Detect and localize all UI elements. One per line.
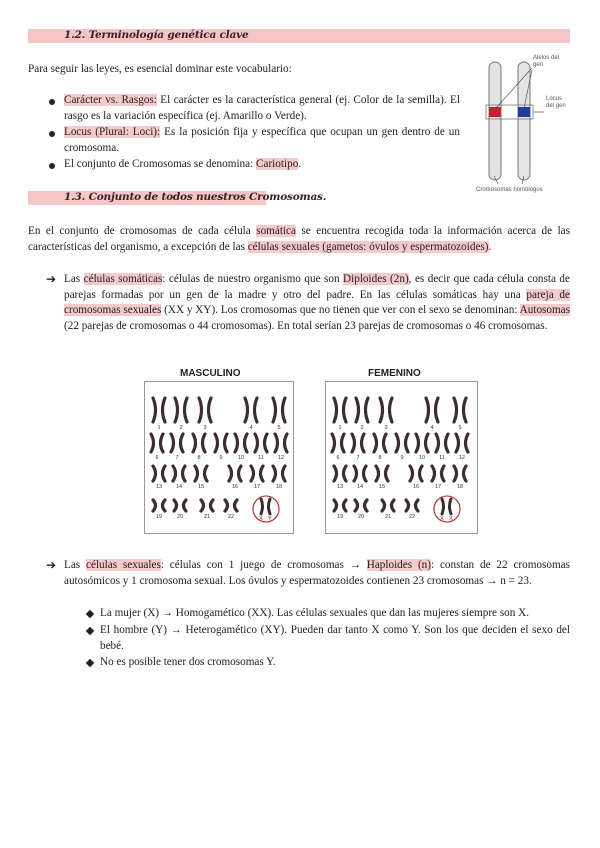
chromosome-pair — [235, 434, 247, 461]
chromosome — [193, 434, 196, 452]
chromosome — [386, 466, 389, 481]
chromosome-number: 2 — [360, 425, 364, 431]
chromosome-pair — [273, 398, 285, 431]
chromosome — [275, 434, 278, 452]
chromosome-pair — [396, 434, 408, 461]
chromosome — [245, 434, 248, 452]
chromosome-pair — [382, 500, 394, 520]
arrow-bullet: ➔ — [46, 272, 57, 286]
chromosome — [153, 500, 156, 511]
chromosome-number: 8 — [197, 455, 201, 461]
chromosome — [432, 466, 435, 481]
chromosome — [466, 434, 469, 452]
chromosome — [215, 434, 218, 452]
diamond-bullet — [86, 610, 94, 618]
sex-chromosomes — [434, 496, 460, 522]
chromosome-number: 9 — [219, 455, 223, 461]
somatic-cells-paragraph: Las células somáticas: células de nuestro organismo que son Diploides (2n), es decir que cada célula consta de parejas formadas por un gen de la madre y otro del padre. En las células somáticas hay una pareja de cromosomas sexuales (XX y XY). Los cromosomas que no tienen que ver con el sexo se denominan: Autosomas (22 parejas de cromosomas o 44 cromosomas). En total serían 23 parejas de cromosomas o 46 cromosomas. — [64, 273, 570, 332]
chromosome — [163, 500, 166, 511]
chromosome — [365, 500, 368, 511]
chromosome — [382, 500, 385, 511]
diamond-bullet — [86, 627, 94, 635]
chromosome-number: 3 — [384, 425, 388, 431]
chromosome — [195, 466, 198, 481]
label-locus: Locus del gen — [546, 96, 566, 109]
chromosome-pair — [245, 398, 257, 431]
chromosome-number: 15 — [378, 484, 386, 490]
chromosome-pair — [352, 434, 364, 461]
chromosome — [151, 434, 154, 452]
vocab-item-cariotipo: El conjunto de Cromosomas se denomina: Cariotipo. — [64, 158, 302, 170]
chromosome-number: 21 — [384, 514, 392, 520]
chromosome — [175, 398, 178, 422]
chromosome-number: 10 — [237, 455, 245, 461]
chromosome-number: 21 — [203, 514, 211, 520]
chromosome-pair — [426, 398, 438, 431]
chromosome — [211, 500, 214, 511]
chromosome — [185, 398, 188, 422]
chromosome — [406, 434, 409, 452]
chromosome-pair — [410, 466, 422, 490]
chromosome-number: 8 — [378, 455, 382, 461]
chromosome-pair — [334, 466, 346, 490]
label-alelos: Alelos del gen — [533, 55, 560, 68]
chromosome-pair — [334, 500, 346, 520]
chromosome — [209, 398, 212, 422]
karyotype-title-female: FEMENINO — [368, 368, 421, 379]
chromosome-number: 16 — [231, 484, 239, 490]
chromosome-pair — [356, 398, 368, 431]
chromosome — [396, 434, 399, 452]
chromosome-pair — [355, 500, 367, 520]
chromosome-number: 16 — [412, 484, 420, 490]
chromosome — [456, 434, 459, 452]
homologous-chromosomes-figure — [474, 56, 584, 201]
chromosome-number: 9 — [400, 455, 404, 461]
arrow-bullet: ➔ — [46, 558, 57, 572]
chromosome-pair — [193, 434, 205, 461]
chromosome-pair — [175, 398, 187, 431]
karyotype-title-male: MASCULINO — [180, 368, 241, 379]
chromosome-number: 10 — [418, 455, 426, 461]
chromosome — [163, 466, 166, 481]
chromosome — [269, 499, 271, 514]
chromosome — [265, 434, 268, 452]
chromosome — [464, 466, 467, 481]
chromosome — [454, 398, 457, 422]
chromosome-number: 4 — [249, 425, 253, 431]
chromosome — [416, 434, 419, 452]
allele-red — [489, 107, 501, 117]
chromosome — [426, 434, 429, 452]
chromosome-number: 11 — [439, 455, 445, 461]
chromosome — [436, 398, 439, 422]
chromosome — [364, 466, 367, 481]
allele-blue — [518, 107, 530, 117]
chromosome-pair — [151, 434, 163, 461]
chromosome-number: 5 — [277, 425, 281, 431]
chromosome-pair — [201, 500, 213, 520]
chromosome — [355, 500, 358, 511]
chromosome — [380, 398, 383, 422]
chromosome-number: 22 — [227, 514, 235, 520]
section-heading-1-2: 1.2. Terminología genética clave — [64, 29, 249, 41]
chromosome-pair — [432, 466, 444, 490]
chromosome-number: 4 — [430, 425, 434, 431]
karyotype-female — [326, 382, 477, 533]
chromosome-pair — [251, 466, 263, 490]
chromosome-pair — [215, 434, 227, 461]
chromosome — [225, 434, 228, 452]
chromosome-pair — [171, 434, 183, 461]
chromosome-pair — [174, 500, 186, 520]
chromosome-pair — [454, 398, 466, 431]
chromosome — [362, 434, 365, 452]
chromosome — [153, 398, 156, 422]
chromosome-number: 19 — [155, 514, 163, 520]
chromosome-pair — [173, 466, 185, 490]
chromosome — [376, 466, 379, 481]
chromosome-pair — [406, 500, 418, 520]
chromosome-pair — [255, 434, 267, 461]
chromosome-pair — [380, 398, 392, 431]
vocab-item-locus: Locus (Plural: Loci): Es la posición fija y específica que ocupan un gen dentro de un cromosoma. — [64, 126, 460, 154]
chromosome — [181, 434, 184, 452]
chromosome — [285, 434, 288, 452]
chromosome — [205, 466, 208, 481]
chromosome-pair — [199, 398, 211, 431]
chromosome — [442, 499, 444, 514]
chromosome — [392, 500, 395, 511]
label-homologos: Cromosomas homólogos — [476, 187, 543, 193]
paragraph-1-3: En el conjunto de cromosomas de cada célula somática se encuentra recogida toda la información acerca de las características del organismo, a excepción de las células sexuales (gametos: óvulos y espermatozoides). — [28, 225, 570, 253]
chromosome — [366, 398, 369, 422]
chromosome — [153, 466, 156, 481]
chromosome — [261, 499, 263, 514]
chromosome — [183, 466, 186, 481]
chromosome — [235, 434, 238, 452]
vocab-item-caracter: Carácter vs. Rasgos: El carácter es la característica general (ej. Color de la semilla). El rasgo es la variación específica (ej. Amarillo o Verde). — [64, 94, 460, 122]
chromosome — [334, 500, 337, 511]
chromosome — [173, 466, 176, 481]
chromosome-number: 1 — [338, 425, 342, 431]
chromosome — [352, 434, 355, 452]
chromosome-number: 6 — [336, 455, 340, 461]
chromosome — [374, 434, 377, 452]
chromosome — [184, 500, 187, 511]
chromosome — [273, 398, 276, 422]
chromosome — [344, 466, 347, 481]
chromosome — [199, 398, 202, 422]
chromosome — [245, 398, 248, 422]
chromosome-pair — [275, 434, 287, 461]
chromosome-pair — [153, 398, 165, 431]
chromosome-number: 5 — [458, 425, 462, 431]
karyotype-female-box — [325, 381, 478, 534]
sub-point-mujer: La mujer (X) → Homogamético (XX). Las células sexuales que dan las mujeres siempre son X. — [100, 607, 530, 619]
chromosome-number: 7 — [356, 455, 360, 461]
chromosome-number: 3 — [203, 425, 207, 431]
chromosome-number: 22 — [408, 514, 416, 520]
chromosome — [261, 466, 264, 481]
chromosome-pair — [153, 466, 165, 490]
chromosome — [446, 434, 449, 452]
chromosome — [454, 466, 457, 481]
chromosome — [273, 466, 276, 481]
chromosome-number: 1 — [157, 425, 161, 431]
chromosome-number: 15 — [197, 484, 205, 490]
chromosome-left — [489, 62, 501, 180]
chromosome-pair — [334, 398, 346, 431]
chromosome-pair — [416, 434, 428, 461]
sex-chromosome-label: X — [449, 516, 453, 522]
chromosome — [442, 466, 445, 481]
chromosome-number: 12 — [277, 455, 285, 461]
bullet-dot — [49, 99, 55, 105]
chromosome — [163, 398, 166, 422]
chromosome-number: 13 — [336, 484, 344, 490]
chromosome — [416, 500, 419, 511]
chromosome-pair — [354, 466, 366, 490]
chromosome — [239, 466, 242, 481]
chromosome-number: 19 — [336, 514, 344, 520]
chromosome — [171, 434, 174, 452]
chromosome-pair — [454, 466, 466, 490]
chromosome — [174, 500, 177, 511]
chromosome — [255, 398, 258, 422]
chromosome-right — [518, 62, 530, 180]
chromosome-number: 2 — [179, 425, 183, 431]
chromosome — [420, 466, 423, 481]
chromosome — [464, 398, 467, 422]
chromosome — [390, 398, 393, 422]
chromosome — [161, 434, 164, 452]
chromosome-number: 18 — [456, 484, 464, 490]
chromosome-pair — [273, 466, 285, 490]
chromosome — [332, 434, 335, 452]
chromosome-number: 14 — [356, 484, 364, 490]
chromosome-number: 11 — [258, 455, 264, 461]
chromosome-pair — [374, 434, 386, 461]
chromosome-number: 12 — [458, 455, 466, 461]
karyotype-male-box — [144, 381, 294, 534]
chromosome — [201, 500, 204, 511]
chromosome — [283, 466, 286, 481]
sub-point-no-dos-y: No es posible tener dos cromosomas Y. — [100, 656, 276, 668]
chromosome — [436, 434, 439, 452]
chromosome — [354, 466, 357, 481]
chromosome-number: 20 — [357, 514, 365, 520]
chromosome-pair — [195, 466, 207, 490]
intro-text: Para seguir las leyes, es esencial dominar este vocabulario: — [28, 63, 292, 75]
chromosome-number: 14 — [175, 484, 183, 490]
chromosome-pair — [376, 466, 388, 490]
chromosome — [450, 499, 452, 514]
chromosome — [251, 466, 254, 481]
chromosome — [344, 500, 347, 511]
chromosome-number: 18 — [275, 484, 283, 490]
chromosome-pair — [456, 434, 468, 461]
sex-chromosomes — [253, 496, 279, 522]
karyotype-male — [145, 382, 293, 533]
sub-point-hombre: El hombre (Y) → Heterogamético (XY). Pueden dar tanto X como Y. Son los que deciden el sexo del bebé. — [100, 624, 570, 652]
chromosome — [229, 466, 232, 481]
chromosome — [225, 500, 228, 511]
section-heading-1-3: 1.3. Conjunto de todos nuestros Cromosomas. — [64, 191, 327, 203]
chromosome-pair — [229, 466, 241, 490]
sex-chromosome-circle — [253, 496, 279, 522]
sex-chromosome-label: X — [440, 516, 444, 522]
chromosome — [356, 398, 359, 422]
chromosome-number: 20 — [176, 514, 184, 520]
chromosome — [342, 434, 345, 452]
sex-chromosome-label: Y — [268, 516, 272, 522]
chromosome-number: 17 — [434, 484, 442, 490]
chromosome-pair — [153, 500, 165, 520]
chromosome — [410, 466, 413, 481]
chromosome — [235, 500, 238, 511]
diamond-bullet — [86, 659, 94, 667]
sex-chromosome-label: X — [259, 516, 263, 522]
chromosome — [384, 434, 387, 452]
chromosome — [255, 434, 258, 452]
sex-chromosome-circle — [434, 496, 460, 522]
chromosome-number: 7 — [175, 455, 179, 461]
chromosome — [334, 398, 337, 422]
chromosome — [426, 398, 429, 422]
chromosome-pair — [436, 434, 448, 461]
chromosome — [344, 398, 347, 422]
chromosome-pair — [225, 500, 237, 520]
chromosome — [334, 466, 337, 481]
bullet-dot — [49, 131, 55, 137]
sexual-cells-paragraph: Las células sexuales: células con 1 juego de cromosomas → Haploides (n): constan de 22 cromosomas autosómicos y 1 cromosoma sexual. Los óvulos y espermatozoides contienen 23 cromosomas → n = 23. — [64, 559, 570, 587]
chromosome-number: 13 — [155, 484, 163, 490]
chromosome — [203, 434, 206, 452]
chromosome-number: 17 — [253, 484, 261, 490]
bullet-dot — [49, 163, 55, 169]
chromosome-pair — [332, 434, 344, 461]
chromosome — [406, 500, 409, 511]
chromosome — [283, 398, 286, 422]
chromosome-number: 6 — [155, 455, 159, 461]
